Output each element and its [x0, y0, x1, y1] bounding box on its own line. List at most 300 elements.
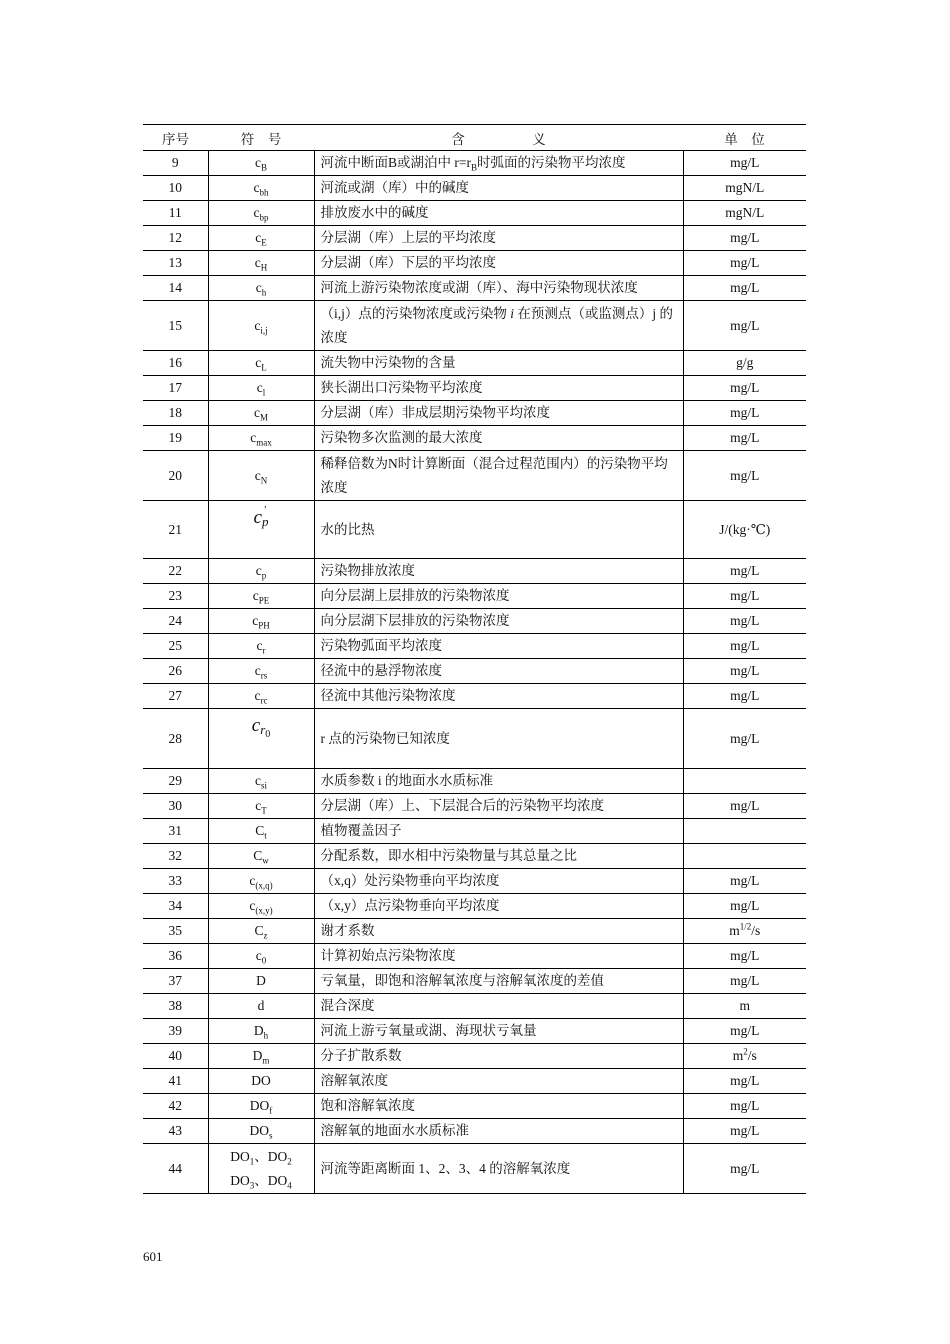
symbol-main: c — [254, 317, 261, 333]
row-number: 44 — [143, 1144, 208, 1194]
row-unit — [683, 769, 806, 794]
row-unit — [683, 301, 806, 351]
row-unit — [683, 944, 806, 969]
meaning-text: 径流中其他污染物浓度 — [320, 688, 456, 703]
row-symbol — [208, 1144, 314, 1194]
table-row — [143, 769, 806, 794]
row-unit — [683, 226, 806, 251]
meaning-text: 时弧面的污染物平均浓度 — [477, 155, 626, 170]
symbol-prime: ' — [263, 504, 266, 516]
row-meaning — [314, 769, 683, 794]
unit-tail: /s — [751, 923, 761, 938]
row-number: 11 — [143, 201, 208, 226]
table-header-row — [143, 125, 806, 151]
row-meaning — [314, 634, 683, 659]
symbol-main: c — [255, 230, 262, 245]
table-row — [143, 251, 806, 276]
row-symbol — [208, 844, 314, 869]
meaning-text: 河流或湖（库）中的碱度 — [320, 180, 469, 195]
table-row — [143, 684, 806, 709]
meaning-text: 河流中断面B或湖泊中 r=r — [320, 155, 471, 170]
meaning-text: 流失物中污染物的含量 — [320, 355, 456, 370]
symbol-main: C — [255, 823, 265, 838]
symbol-subscript: rs — [260, 670, 268, 681]
symbol-main: D — [252, 1048, 263, 1063]
unit-text: mg/L — [730, 973, 760, 988]
row-meaning — [314, 969, 683, 994]
meaning-text: （x,q）处污染物垂向平均浓度 — [320, 873, 500, 888]
row-symbol — [208, 684, 314, 709]
unit-text: mg/L — [730, 663, 760, 678]
unit-text: mg/L — [730, 1160, 760, 1176]
symbol-subscript: 1 — [249, 1156, 255, 1167]
row-unit — [683, 1019, 806, 1044]
unit-text: m — [729, 923, 740, 938]
row-symbol — [208, 944, 314, 969]
meaning-text: 植物覆盖因子 — [320, 823, 402, 838]
table-row — [143, 894, 806, 919]
row-unit — [683, 1044, 806, 1069]
row-symbol — [208, 1069, 314, 1094]
symbol-main: c — [255, 563, 262, 578]
unit-text: mgN/L — [725, 205, 765, 220]
row-meaning — [314, 709, 683, 769]
symbol-main: c — [249, 898, 256, 913]
row-meaning — [314, 1144, 683, 1194]
meaning-text: （i,j）点的污染物浓度或污染物 — [320, 305, 511, 321]
row-meaning — [314, 609, 683, 634]
symbol-main: c — [255, 280, 262, 295]
row-unit — [683, 684, 806, 709]
table-row — [143, 376, 806, 401]
row-unit — [683, 969, 806, 994]
row-meaning — [314, 894, 683, 919]
row-symbol — [208, 609, 314, 634]
symbol-main: c — [254, 663, 261, 678]
row-meaning — [314, 1119, 683, 1144]
row-symbol — [208, 894, 314, 919]
unit-text: mg/L — [730, 638, 760, 653]
unit-text: mg/L — [730, 430, 760, 445]
meaning-text: r 点的污染物已知浓度 — [320, 730, 450, 746]
symbol-main: c — [252, 588, 259, 603]
unit-text: mg/L — [730, 280, 760, 295]
symbol-main: c — [254, 688, 261, 703]
table-row — [143, 944, 806, 969]
unit-text: mg/L — [730, 1123, 760, 1138]
row-meaning — [314, 201, 683, 226]
unit-text: mg/L — [730, 1073, 760, 1088]
symbol-main: c — [255, 948, 262, 963]
symbol-subscript: r — [260, 722, 266, 737]
row-meaning — [314, 584, 683, 609]
unit-text: mg/L — [730, 588, 760, 603]
row-number: 42 — [143, 1094, 208, 1119]
unit-superscript: 1/2 — [739, 921, 752, 932]
row-meaning — [314, 401, 683, 426]
symbol-subscript: 0 — [261, 955, 267, 966]
symbol-main: d — [257, 998, 265, 1013]
row-number: 32 — [143, 844, 208, 869]
meaning-text: 分层湖（库）上、下层混合后的污染物平均浓度 — [320, 798, 604, 813]
row-meaning — [314, 451, 683, 501]
row-meaning — [314, 1094, 683, 1119]
unit-superscript: 2 — [743, 1046, 748, 1057]
symbol-main: c — [254, 155, 261, 170]
symbol-main: c — [253, 205, 260, 220]
row-unit — [683, 894, 806, 919]
symbol-main: DO — [230, 1148, 250, 1164]
symbol-subscript: f — [269, 1105, 273, 1116]
row-meaning — [314, 176, 683, 201]
table-row — [143, 151, 806, 176]
symbol-main: DO — [249, 1123, 269, 1138]
symbol-subscript: w — [262, 855, 269, 866]
row-number: 21 — [143, 501, 208, 559]
unit-text: mg/L — [730, 563, 760, 578]
unit-text: mg/L — [730, 155, 760, 170]
unit-text: mg/L — [730, 380, 760, 395]
row-number: 22 — [143, 559, 208, 584]
symbol-main: DO — [230, 1172, 250, 1188]
row-unit — [683, 919, 806, 944]
symbol-subscript: PH — [258, 620, 270, 631]
row-unit — [683, 869, 806, 894]
table-row — [143, 201, 806, 226]
unit-text: mg/L — [730, 613, 760, 628]
meaning-text: 亏氧量，即饱和溶解氧浓度与溶解氧浓度的差值 — [320, 973, 604, 988]
header-unit: 单 位 — [683, 125, 806, 151]
row-symbol — [208, 151, 314, 176]
row-unit — [683, 994, 806, 1019]
row-meaning — [314, 794, 683, 819]
unit-text: mg/L — [730, 948, 760, 963]
row-number: 9 — [143, 151, 208, 176]
table-row — [143, 994, 806, 1019]
symbol-subscript: bp — [259, 212, 269, 223]
row-meaning — [314, 994, 683, 1019]
symbol-main: c — [256, 638, 263, 653]
row-symbol — [208, 819, 314, 844]
symbol-subscript: si — [260, 780, 267, 791]
row-meaning — [314, 559, 683, 584]
row-symbol — [208, 969, 314, 994]
meaning-text: 污染物弧面平均浓度 — [320, 638, 442, 653]
page-number: 601 — [143, 1249, 163, 1264]
symbol-subscript: p — [261, 514, 269, 529]
unit-text: mg/L — [730, 898, 760, 913]
row-symbol — [208, 559, 314, 584]
row-meaning — [314, 301, 683, 351]
symbol-subscript: L — [261, 362, 267, 373]
row-number: 39 — [143, 1019, 208, 1044]
table-row — [143, 176, 806, 201]
unit-text: mg/L — [730, 688, 760, 703]
row-unit — [683, 201, 806, 226]
unit-text: mg/L — [730, 1098, 760, 1113]
row-meaning — [314, 251, 683, 276]
row-unit — [683, 559, 806, 584]
meaning-italic: i — [510, 305, 515, 321]
row-unit — [683, 609, 806, 634]
symbol-main: 、DO — [254, 1172, 288, 1188]
row-number: 15 — [143, 301, 208, 351]
symbol-table-page — [143, 124, 806, 1194]
symbol-subscript: rc — [260, 695, 268, 706]
meaning-text: 分层湖（库）非成层期污染物平均浓度 — [320, 405, 550, 420]
symbol-formula — [253, 504, 269, 529]
symbol-main: D — [256, 973, 266, 988]
symbol-subscript: 3 — [249, 1180, 255, 1191]
row-symbol — [208, 994, 314, 1019]
meaning-text: 分层湖（库）上层的平均浓度 — [320, 230, 496, 245]
symbol-main: c — [253, 507, 262, 528]
row-symbol — [208, 919, 314, 944]
table-row — [143, 301, 806, 351]
table-row — [143, 501, 806, 559]
symbol-main: c — [254, 773, 261, 788]
row-number: 41 — [143, 1069, 208, 1094]
row-symbol — [208, 451, 314, 501]
symbol-main: c — [252, 613, 259, 628]
row-number: 17 — [143, 376, 208, 401]
symbol-main: c — [255, 798, 262, 813]
row-unit — [683, 251, 806, 276]
symbol-main: c — [254, 255, 261, 270]
table-row — [143, 919, 806, 944]
meaning-text: 分层湖（库）下层的平均浓度 — [320, 255, 496, 270]
row-symbol — [208, 1044, 314, 1069]
row-number: 33 — [143, 869, 208, 894]
row-symbol — [208, 426, 314, 451]
symbol-main: c — [250, 430, 257, 445]
meaning-text: 在预测点（或监测点）j 的浓度 — [320, 305, 674, 345]
meaning-text: 稀释倍数为N时计算断面（混合过程范围内）的污染物平均浓度 — [320, 455, 668, 495]
table-row — [143, 1044, 806, 1069]
row-number: 36 — [143, 944, 208, 969]
row-number: 35 — [143, 919, 208, 944]
row-meaning — [314, 944, 683, 969]
row-number: 14 — [143, 276, 208, 301]
meaning-text: 水的比热 — [320, 521, 375, 537]
row-symbol — [208, 769, 314, 794]
row-unit — [683, 584, 806, 609]
row-number: 23 — [143, 584, 208, 609]
table-row — [143, 226, 806, 251]
row-symbol — [208, 1094, 314, 1119]
row-number: 20 — [143, 451, 208, 501]
symbol-subscript: N — [260, 475, 268, 486]
row-symbol — [208, 634, 314, 659]
row-unit — [683, 401, 806, 426]
unit-text: mg/L — [730, 798, 760, 813]
symbol-subscript: m — [262, 1055, 270, 1066]
row-symbol — [208, 276, 314, 301]
symbol-subscript: l — [262, 387, 266, 398]
symbol-line — [211, 1145, 312, 1169]
row-meaning — [314, 1069, 683, 1094]
symbol-subscript: p — [261, 570, 267, 581]
row-symbol — [208, 584, 314, 609]
unit-tail: /s — [747, 1048, 757, 1063]
symbol-main: 、DO — [254, 1148, 288, 1164]
table-row — [143, 351, 806, 376]
row-number: 28 — [143, 709, 208, 769]
symbol-subscript: H — [260, 262, 268, 273]
unit-text: m — [732, 1048, 744, 1063]
unit-text: mgN/L — [725, 180, 765, 195]
row-meaning — [314, 919, 683, 944]
meaning-text: 狭长湖出口污染物平均浓度 — [320, 380, 483, 395]
unit-text: J/(kg·℃) — [719, 521, 771, 537]
row-unit — [683, 634, 806, 659]
symbol-line — [211, 1169, 312, 1193]
table-row — [143, 276, 806, 301]
symbol-subscript: 4 — [287, 1180, 292, 1191]
row-meaning — [314, 151, 683, 176]
row-number: 24 — [143, 609, 208, 634]
unit-text: mg/L — [730, 230, 760, 245]
header-symbol: 符 号 — [208, 125, 314, 151]
table-row — [143, 1144, 806, 1194]
meaning-text: 河流上游亏氧量或湖、海现状亏氧量 — [320, 1023, 537, 1038]
row-symbol — [208, 869, 314, 894]
row-meaning — [314, 819, 683, 844]
row-meaning — [314, 684, 683, 709]
meaning-text: 混合深度 — [320, 998, 375, 1013]
meaning-text: 溶解氧的地面水水质标准 — [320, 1123, 469, 1138]
row-symbol — [208, 226, 314, 251]
symbol-subscript: max — [256, 437, 272, 448]
row-unit — [683, 709, 806, 769]
row-symbol — [208, 1119, 314, 1144]
table-row — [143, 559, 806, 584]
row-unit — [683, 176, 806, 201]
row-meaning — [314, 1019, 683, 1044]
table-row — [143, 1094, 806, 1119]
meaning-text: 分配系数，即水相中污染物量与其总量之比 — [320, 848, 577, 863]
symbol-subscript: z — [263, 930, 268, 941]
row-symbol — [208, 301, 314, 351]
meaning-text: （x,y）点污染物垂向平均浓度 — [320, 898, 500, 913]
meaning-subscript: B — [470, 162, 477, 173]
row-number: 27 — [143, 684, 208, 709]
row-unit — [683, 794, 806, 819]
row-number: 31 — [143, 819, 208, 844]
row-unit — [683, 1119, 806, 1144]
row-unit — [683, 351, 806, 376]
row-number: 19 — [143, 426, 208, 451]
unit-text: mg/L — [730, 730, 760, 746]
row-number: 34 — [143, 894, 208, 919]
symbol-main: D — [253, 1023, 264, 1038]
symbol-main: DO — [251, 1073, 271, 1088]
row-number: 29 — [143, 769, 208, 794]
row-symbol — [208, 659, 314, 684]
row-unit — [683, 1069, 806, 1094]
row-meaning — [314, 1044, 683, 1069]
row-number: 18 — [143, 401, 208, 426]
symbol-main: DO — [249, 1098, 270, 1113]
symbol-subscript: (x,y) — [255, 905, 273, 916]
table-row — [143, 659, 806, 684]
meaning-text: 饱和溶解氧浓度 — [320, 1098, 415, 1113]
row-symbol — [208, 201, 314, 226]
row-unit — [683, 451, 806, 501]
symbol-subscript: bh — [259, 187, 269, 198]
row-unit — [683, 151, 806, 176]
row-number: 30 — [143, 794, 208, 819]
meaning-text: 河流等距离断面 1、2、3、4 的溶解氧浓度 — [320, 1160, 571, 1176]
table-row — [143, 401, 806, 426]
row-number: 37 — [143, 969, 208, 994]
header-meaning: 含 义 — [314, 125, 683, 151]
table-row — [143, 426, 806, 451]
row-symbol — [208, 401, 314, 426]
row-number: 40 — [143, 1044, 208, 1069]
symbol-subscript: B — [260, 162, 267, 173]
row-symbol — [208, 709, 314, 769]
table-row — [143, 451, 806, 501]
row-symbol — [208, 351, 314, 376]
row-symbol — [208, 376, 314, 401]
row-meaning — [314, 501, 683, 559]
unit-text: mg/L — [730, 405, 760, 420]
meaning-text: 排放废水中的碱度 — [320, 205, 429, 220]
unit-text: mg/L — [730, 317, 760, 333]
row-unit — [683, 1144, 806, 1194]
row-meaning — [314, 426, 683, 451]
row-symbol — [208, 176, 314, 201]
row-number: 38 — [143, 994, 208, 1019]
row-symbol — [208, 501, 314, 559]
row-unit — [683, 376, 806, 401]
symbol-main: C — [254, 923, 264, 938]
row-number: 10 — [143, 176, 208, 201]
row-number: 25 — [143, 634, 208, 659]
row-number: 43 — [143, 1119, 208, 1144]
unit-text: mg/L — [730, 467, 760, 483]
row-number: 12 — [143, 226, 208, 251]
symbol-main: c — [253, 180, 260, 195]
row-meaning — [314, 276, 683, 301]
symbol-main: c — [251, 715, 261, 736]
symbol-subscript: s — [268, 1130, 273, 1141]
row-symbol — [208, 794, 314, 819]
symbol-subscript: h — [263, 1030, 269, 1041]
symbol-subscript: h — [261, 287, 267, 298]
symbol-main: c — [256, 380, 263, 395]
table-row — [143, 1019, 806, 1044]
symbol-subscript: E — [261, 237, 267, 248]
row-number: 16 — [143, 351, 208, 376]
meaning-text: 河流上游污染物浓度或湖（库）、海中污染物现状浓度 — [320, 280, 638, 295]
symbol-subscript: T — [261, 805, 267, 816]
meaning-text: 分子扩散系数 — [320, 1048, 402, 1063]
symbol-subscript: M — [259, 412, 268, 423]
unit-text: mg/L — [730, 255, 760, 270]
table-row — [143, 1069, 806, 1094]
row-unit — [683, 501, 806, 559]
meaning-text: 计算初始点污染物浓度 — [320, 948, 456, 963]
row-unit — [683, 819, 806, 844]
meaning-text: 径流中的悬浮物浓度 — [320, 663, 442, 678]
unit-text: mg/L — [730, 873, 760, 888]
row-unit — [683, 844, 806, 869]
meaning-text: 溶解氧浓度 — [320, 1073, 388, 1088]
symbol-main: c — [249, 873, 256, 888]
unit-text: mg/L — [730, 1023, 760, 1038]
